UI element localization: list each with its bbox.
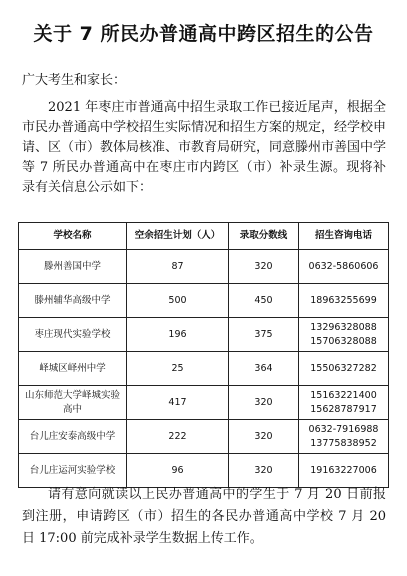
phone-cell	[299, 284, 389, 318]
intro-paragraph: 2021 年枣庄市普通高中招生录取工作已接近尾声，根据全市民办普通高中学校招生实际情况和招生方案的规定，经学校申请、区（市）教体局核准、市教育局研究，同意滕州市善国中学等 7 所民办普通高中在枣庄市内跨区（市）补录生源。现将补录有关信息公示如下：	[22, 100, 387, 195]
school-name: 滕州善国中学	[19, 250, 127, 284]
admission-score: 320	[229, 386, 299, 420]
table-row	[19, 352, 389, 386]
admission-score: 320	[229, 250, 299, 284]
admission-score: 450	[229, 284, 299, 318]
phone-number: 0632-7916988	[308, 423, 379, 435]
notice-title: 关于 7 所民办普通高中跨区招生的公告	[33, 23, 374, 45]
enrollment-table	[18, 222, 389, 488]
vacancy-count: 417	[127, 386, 229, 420]
table-row	[19, 250, 389, 284]
phone-cell	[299, 454, 389, 488]
phone-number: 19163227006	[310, 464, 377, 476]
table-row	[19, 386, 389, 420]
header-school: 学校名称	[19, 223, 127, 250]
table-header-row	[19, 223, 389, 250]
admission-score: 364	[229, 352, 299, 386]
phone-cell	[299, 250, 389, 284]
admission-score: 320	[229, 454, 299, 488]
table-row	[19, 420, 389, 454]
school-name: 山东师范大学峄城实验高中	[19, 386, 127, 420]
table-row	[19, 318, 389, 352]
admission-score: 375	[229, 318, 299, 352]
phone-cell	[299, 386, 389, 420]
phone-number: 15628787917	[310, 403, 377, 415]
phone-number: 15706328088	[310, 335, 377, 347]
school-name: 滕州辅华高级中学	[19, 284, 127, 318]
school-name: 台儿庄运河实验学校	[19, 454, 127, 488]
phone-number: 15163221400	[310, 389, 377, 401]
table-row	[19, 284, 389, 318]
phone-cell	[299, 318, 389, 352]
header-phone: 招生咨询电话	[299, 223, 389, 250]
phone-number: 18963255699	[310, 294, 377, 306]
vacancy-count: 96	[127, 454, 229, 488]
phone-number: 0632-5860606	[308, 260, 379, 272]
header-score: 录取分数线	[229, 223, 299, 250]
closing-paragraph: 请有意向就读以上民办普通高中的学生于 7 月 20 日前报到注册，申请跨区（市）招生的各民办普通高中学校 7 月 20 日 17:00 前完成补录学生数据上传工作。	[22, 487, 386, 546]
vacancy-count: 196	[127, 318, 229, 352]
table-row	[19, 454, 389, 488]
school-name: 枣庄现代实验学校	[19, 318, 127, 352]
phone-cell	[299, 352, 389, 386]
vacancy-count: 87	[127, 250, 229, 284]
header-vacancy: 空余招生计划（人）	[127, 223, 229, 250]
vacancy-count: 500	[127, 284, 229, 318]
vacancy-count: 222	[127, 420, 229, 454]
phone-number: 13775838952	[310, 437, 377, 449]
school-name: 台儿庄安泰高级中学	[19, 420, 127, 454]
phone-number: 13296328088	[310, 321, 377, 333]
admission-score: 320	[229, 420, 299, 454]
vacancy-count: 25	[127, 352, 229, 386]
school-name: 峄城区峄州中学	[19, 352, 127, 386]
phone-cell	[299, 420, 389, 454]
phone-number: 15506327282	[310, 362, 377, 374]
salutation: 广大考生和家长：	[22, 73, 127, 88]
